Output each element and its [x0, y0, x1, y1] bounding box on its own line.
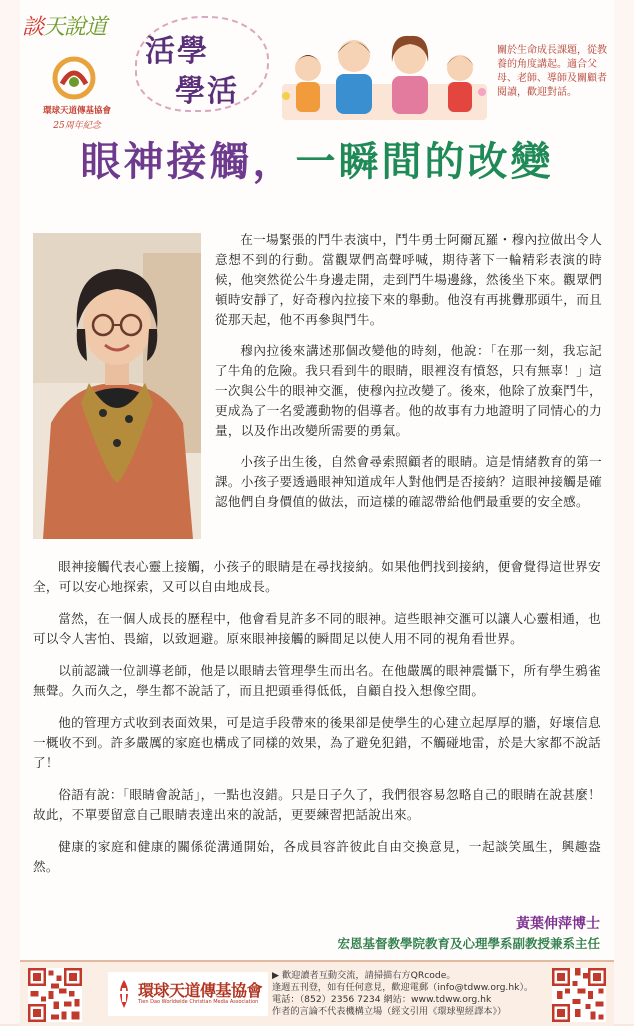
- title-part2: 一瞬間的改變: [295, 138, 554, 185]
- author-name: 黃葉伸萍博士: [516, 916, 600, 932]
- author-photo: [33, 233, 201, 539]
- article-title: [0, 130, 634, 187]
- footer-info: [272, 970, 572, 1018]
- logo-org-name: 環球天道傳基協會: [42, 106, 111, 116]
- logo-title-b: 天說道: [43, 15, 107, 40]
- footer-info-line: 逢週五刊登，如有任何意見，歡迎電郵（info@tdww.org.hk）。: [272, 982, 534, 993]
- title-part1: 眼神接觸，: [80, 138, 296, 185]
- paragraph-6: 以前認識一位訓導老師，他是以眼睛去管理學生而出名。在他嚴厲的眼神震懾下，所有學生鴉雀無聲。久而久之，學生都不說話了，而且把頭垂得低低，自顧自投入想像空間。: [33, 663, 601, 698]
- logo-anniversary: 25周年紀念: [53, 121, 101, 131]
- column-blurb: 關於生命成長課題，從教養的角度講起。適合父母、老師、導師及關顧者閱讀，歡迎對話。: [497, 45, 607, 98]
- paragraph-2: 穆內拉後來講述那個改變他的時刻，他說：「在那一刻，我忘記了牛角的危險。我只看到牛的眼睛，眼裡沒有憤怒，只有無辜！」這一次與公牛的眼神交滙，使穆內拉改變了。後來，他除了放棄鬥牛，更成為了一名愛護動物的倡導者。他的故事有力地證明了同情心的力量，以及作出改變所需要的勇氣。: [215, 343, 602, 438]
- article-full-column: [33, 557, 601, 877]
- footer-org-name-en: Tien Dao Worldwide Christian Media Association: [138, 999, 259, 1005]
- footer-org-name: 環球天道傳基協會: [138, 981, 263, 1000]
- footer-info-line: ▶ 歡迎讀者互動交流，請掃描右方QRcode。: [272, 970, 456, 981]
- qr-code-icon[interactable]: [28, 968, 82, 1022]
- footer-org-logo: [108, 972, 268, 1016]
- footer: [20, 960, 614, 1026]
- paragraph-9: 健康的家庭和健康的關係從溝通開始，各成員容許彼此自由交換意見，一起談笑風生，興趣盎然。: [33, 839, 601, 874]
- anniversary-emblem-icon: [44, 54, 104, 100]
- author-title: 宏恩基督教學院教育及心理學系副教授兼系主任: [337, 936, 600, 951]
- paragraph-4: 眼神接觸代表心靈上接觸，小孩子的眼睛是在尋找接納。如果他們找到接納，便會覺得這世界安全，可以安心地探索，又可以自由地成長。: [33, 559, 601, 594]
- paragraph-7: 他的管理方式收到表面效果，可是這手段帶來的後果卻是使學生的心建立起厚厚的牆，好壞信息一概收不到。許多嚴厲的家庭也構成了同樣的效果，為了避免犯錯，不觸碰地雷，於是大家都不說話了！: [33, 715, 601, 770]
- article-side-column: [215, 230, 602, 512]
- footer-info-line: 作者的言論不代表機構立場（經文引用《環球聖經譯本》）: [272, 1006, 507, 1017]
- column-brand: [135, 16, 275, 112]
- logo: [22, 8, 132, 136]
- paragraph-1: 在一場緊張的鬥牛表演中，鬥牛勇士阿爾瓦羅・穆內拉做出令人意想不到的行動。當觀眾們高聲呼喊，期待著下一輪精彩表演的時候，他突然從公牛身邊走開，走到鬥牛場邊緣，然後坐下來。觀眾們頓時安靜了，好奇穆內拉接下來的舉動。他沒有再挑釁那頭牛，而且從那天起，他不再參與鬥牛。: [215, 232, 602, 327]
- paragraph-3: 小孩子出生後，自然會尋索照顧者的眼睛。這是情緒教育的第一課。小孩子要透過眼神知道成年人對他們是否接納？這眼神接觸是確認他們自身價值的做法，而這樣的確認帶給他們最重要的安全感。: [215, 454, 602, 509]
- brand-line2: 學活: [175, 74, 239, 109]
- brand-line1: 活學: [145, 34, 209, 69]
- logo-title-a: 談: [22, 15, 44, 40]
- org-logo-icon: [114, 978, 134, 1010]
- family-illustration-icon: [282, 22, 487, 120]
- footer-info-line: 電話：（852）2356 7234 網站：www.tdww.org.hk: [272, 994, 492, 1005]
- qr-code-icon[interactable]: [552, 968, 606, 1022]
- logo-title: [22, 10, 106, 41]
- paragraph-8: 俗語有說：「眼睛會說話」，一點也沒錯。只是日子久了，我們很容易忽略自己的眼睛在說甚麼！故此，不單要留意自己眼睛表達出來的說話，更要練習把話說出來。: [33, 787, 601, 822]
- paragraph-5: 當然，在一個人成長的歷程中，他會看見許多不同的眼神。這些眼神交滙可以讓人心靈相通，也可以令人害怕、畏縮，以致迴避。原來眼神接觸的瞬間足以使人用不同的視角看世界。: [33, 611, 601, 646]
